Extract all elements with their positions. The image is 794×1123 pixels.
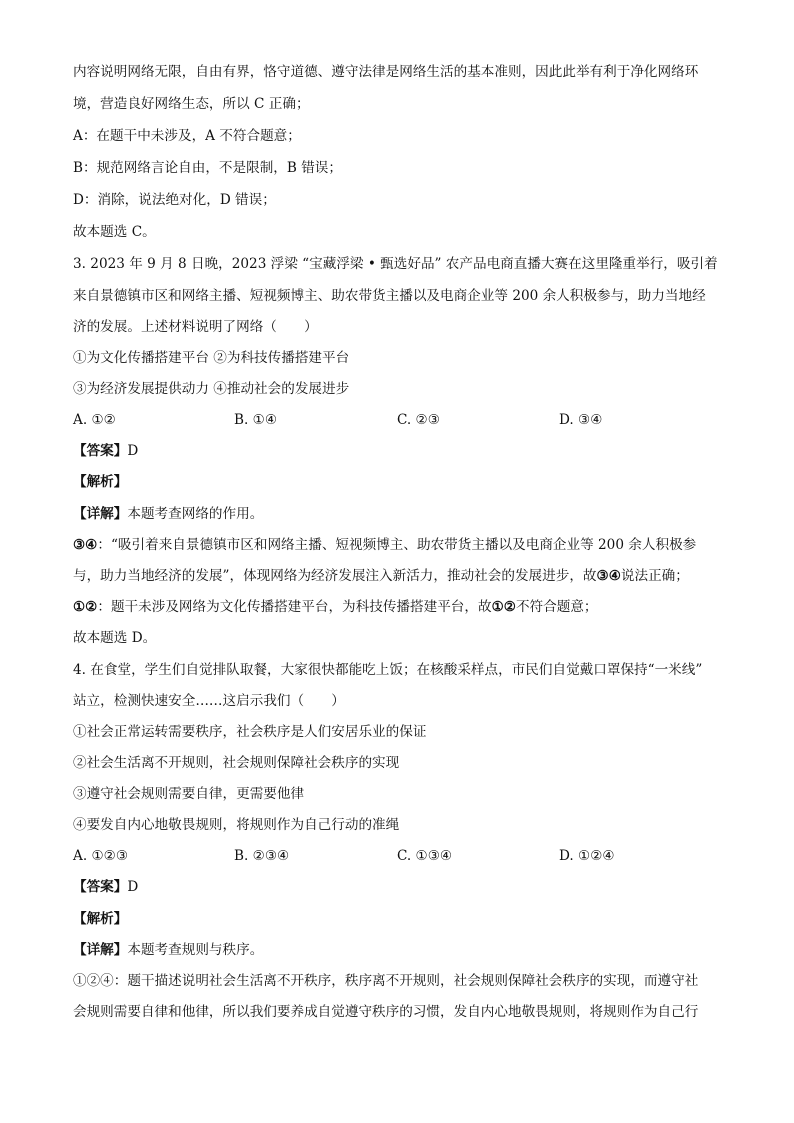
question-3-stem: 来自景德镇市区和网络主播、短视频博主、助农带货主播以及电商企业等 200 余人积极参与，助力当地经 (73, 288, 706, 304)
question-4-item: ④要发自内心地敬畏规则，将规则作为自己行动的准绳 (73, 817, 400, 833)
explanation-text: ：“吸引着来自景德镇市区和网络主播、短视频博主、助农带货主播以及电商企业等 200 余人积极参 (97, 537, 697, 553)
explanation-bold: ①② (491, 599, 516, 615)
explanation-text: 与，助力当地经济的发展”，体现网络为经济发展注入新活力，推动社会的发展进步，故 (73, 568, 597, 584)
explanation-prefix: ①② (73, 599, 98, 615)
text-line: 内容说明网络无限，自由有界，恪守道德、遵守法律是网络生活的基本准则，因此此举有利于净化网络环 (73, 64, 699, 80)
text-line: 境，营造良好网络生态，所以 C 正确； (73, 96, 310, 112)
explanation-line: ①②④：题干描述说明社会生活离不开秩序，秩序离不开规则，社会规则保障社会秩序的实现，而遵守社 (73, 973, 699, 989)
option-c: C. ①③④ (397, 848, 453, 864)
analysis-tag: 【解析】 (73, 474, 128, 490)
option-c: C. ②③ (397, 412, 440, 428)
explanation-line (73, 597, 723, 617)
detail-tag: 【详解】 (73, 942, 128, 958)
explanation-prefix: ③④ (73, 537, 98, 553)
explanation-text: ：题干未涉及网络为文化传播搭建平台，为科技传播搭建平台，故 (97, 599, 492, 615)
explanation-line (73, 566, 723, 586)
answer-value: D (127, 443, 139, 459)
conclusion-line: 故本题选 D。 (73, 630, 157, 646)
detail-text: 本题考查规则与秩序。 (127, 942, 264, 958)
answer-tag: 【答案】 (73, 443, 128, 459)
text-line: A：在题干中未涉及，A 不符合题意； (73, 128, 301, 144)
explanation-line: 会规则需要自律和他律，所以我们要养成自觉遵守秩序的习惯，发自内心地敬畏规则，将规则作为自己行 (73, 1004, 699, 1020)
explanation-text: 说法正确； (620, 568, 689, 584)
option-b: B. ①④ (234, 412, 278, 428)
answer-line (73, 441, 723, 461)
detail-line (73, 504, 723, 524)
question-4-item: ①社会正常运转需要秩序，社会秩序是人们安居乐业的保证 (73, 724, 427, 740)
option-b: B. ②③④ (234, 848, 290, 864)
answer-value: D (127, 879, 139, 895)
option-d: D. ①②④ (559, 848, 615, 864)
explanation-line (73, 535, 723, 555)
question-3-stem: 济的发展。上述材料说明了网络（ ） (73, 319, 318, 335)
text-line: 故本题选 C。 (73, 224, 156, 240)
option-a: A. ①② (73, 412, 116, 428)
option-a: A. ①②③ (73, 848, 129, 864)
answer-tag: 【答案】 (73, 879, 128, 895)
detail-line (73, 940, 723, 960)
explanation-text: 不符合题意； (515, 599, 598, 615)
text-line: B：规范网络言论自由，不是限制，B 错误； (73, 160, 342, 176)
detail-text: 本题考查网络的作用。 (127, 506, 264, 522)
option-d: D. ③④ (559, 412, 603, 428)
detail-tag: 【详解】 (73, 506, 128, 522)
answer-line (73, 877, 723, 897)
question-4-stem: 4. 在食堂，学生们自觉排队取餐，大家很快都能吃上饭；在核酸采样点，市民们自觉戴口罩保持“一米线” (73, 662, 703, 678)
question-3-stem: 3. 2023 年 9 月 8 日晚，2023 浮梁 “宝藏浮梁 • 甄选好品” 农产品电商直播大赛在这里隆重举行，吸引着 (73, 256, 718, 272)
question-4-stem: 站立，检测快速安全……这启示我们（ ） (73, 693, 345, 709)
question-4-item: ②社会生活离不开规则，社会规则保障社会秩序的实现 (73, 755, 400, 771)
explanation-bold: ③④ (596, 568, 621, 584)
text-line: D：消除，说法绝对化，D 错误； (73, 192, 276, 208)
question-3-item: ③为经济发展提供动力 ④推动社会的发展进步 (73, 381, 350, 397)
question-4-item: ③遵守社会规则需要自律，更需要他律 (73, 786, 305, 802)
question-3-item: ①为文化传播搭建平台 ②为科技传播搭建平台 (73, 350, 350, 366)
analysis-tag: 【解析】 (73, 911, 128, 927)
